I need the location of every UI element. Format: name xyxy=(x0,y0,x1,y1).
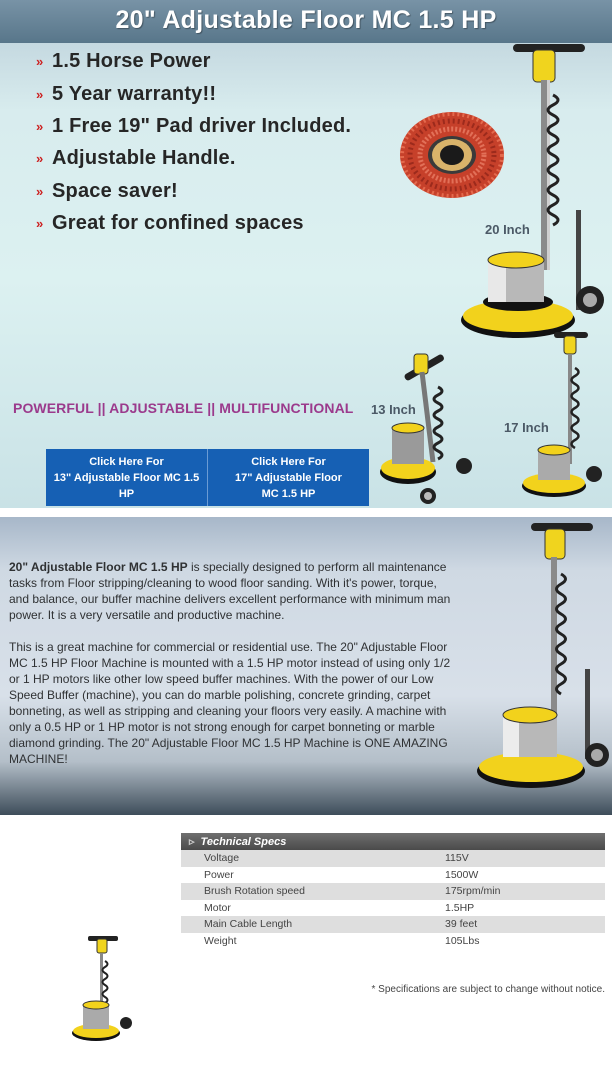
bullet-arrow-icon: » xyxy=(36,53,44,69)
spec-row: Weight 105Lbs xyxy=(204,934,480,947)
floor-machine-13-inch-image xyxy=(378,342,476,506)
link-17-inch-machine-button[interactable]: Click Here For 17" Adjustable Floor MC 1.5 HP xyxy=(208,449,369,506)
tagline: POWERFUL || ADJUSTABLE || MULTIFUNCTIONAL xyxy=(13,400,354,416)
floor-machine-17-inch-image xyxy=(520,328,606,500)
size-label-20-inch: 20 Inch xyxy=(485,222,530,237)
size-label-13-inch: 13 Inch xyxy=(371,402,416,417)
feature-item: » 1 Free 19" Pad driver Included. xyxy=(36,114,352,137)
feature-item: » Great for confined spaces xyxy=(36,211,304,234)
technical-specs-table xyxy=(181,833,605,949)
floor-machine-thumbnail-image xyxy=(70,933,136,1043)
spec-row: Brush Rotation speed 175rpm/min xyxy=(181,883,605,900)
description-text xyxy=(9,559,454,783)
floor-machine-20-inch-image xyxy=(458,40,608,340)
feature-item: » 1.5 Horse Power xyxy=(36,49,211,72)
hero-banner xyxy=(0,0,612,508)
page-title: 20" Adjustable Floor MC 1.5 HP xyxy=(115,6,497,34)
size-label-17-inch: 17 Inch xyxy=(504,420,549,435)
title-bar xyxy=(0,0,612,43)
spec-row: Voltage 115V xyxy=(181,850,605,867)
description-panel xyxy=(0,517,612,815)
feature-item: » 5 Year warranty!! xyxy=(36,82,217,105)
spec-row: Motor 1.5HP xyxy=(204,901,475,914)
bullet-arrow-icon: » xyxy=(36,118,44,134)
bullet-arrow-icon: » xyxy=(36,86,44,102)
floor-machine-20-inch-side-image xyxy=(473,519,612,791)
feature-item: » Adjustable Handle. xyxy=(36,146,236,169)
bullet-arrow-icon: » xyxy=(36,183,44,199)
description-paragraph: 20" Adjustable Floor MC 1.5 HP is specially designed to perform all maintenance tasks from Floor stripping/cleaning to wood floor sanding. With it's power, torque, and balance, our buffer machine delivers excellent performance with minimum man power. It is a very versatile and productive machine. xyxy=(9,560,451,622)
spec-row: Power 1500W xyxy=(204,868,479,881)
bullet-arrow-icon: » xyxy=(36,215,44,231)
specs-header: ▹ Technical Specs xyxy=(181,833,605,850)
feature-item: » Space saver! xyxy=(36,179,178,202)
spec-row: Main Cable Length 39 feet xyxy=(181,916,605,933)
bullet-arrow-icon: » xyxy=(36,150,44,166)
specs-disclaimer: * Specifications are subject to change without notice. xyxy=(371,984,605,995)
link-13-inch-machine-button[interactable]: Click Here For 13" Adjustable Floor MC 1.5 HP xyxy=(46,449,208,506)
triangle-icon: ▹ xyxy=(189,836,195,848)
description-paragraph: This is a great machine for commercial or residential use. The 20" Adjustable Floor MC 1.5 HP Floor Machine is mounted with a 1.5 HP motor instead of using only 1/2 or 1 HP motors like other low speed buffer machines. With the power of our Low Speed Buffer (machine), you can do marble polishing, concrete grinding, carpet bonneting, as well as stripping and cleaning your floors very easily. A machine with only a 0.5 HP or 1 HP motor is not strong enough for carpet bonneting or marble diamond grinding. The 20" Adjustable Floor MC 1.5 HP Machine is ONE AMAZING MACHINE! xyxy=(9,640,451,766)
